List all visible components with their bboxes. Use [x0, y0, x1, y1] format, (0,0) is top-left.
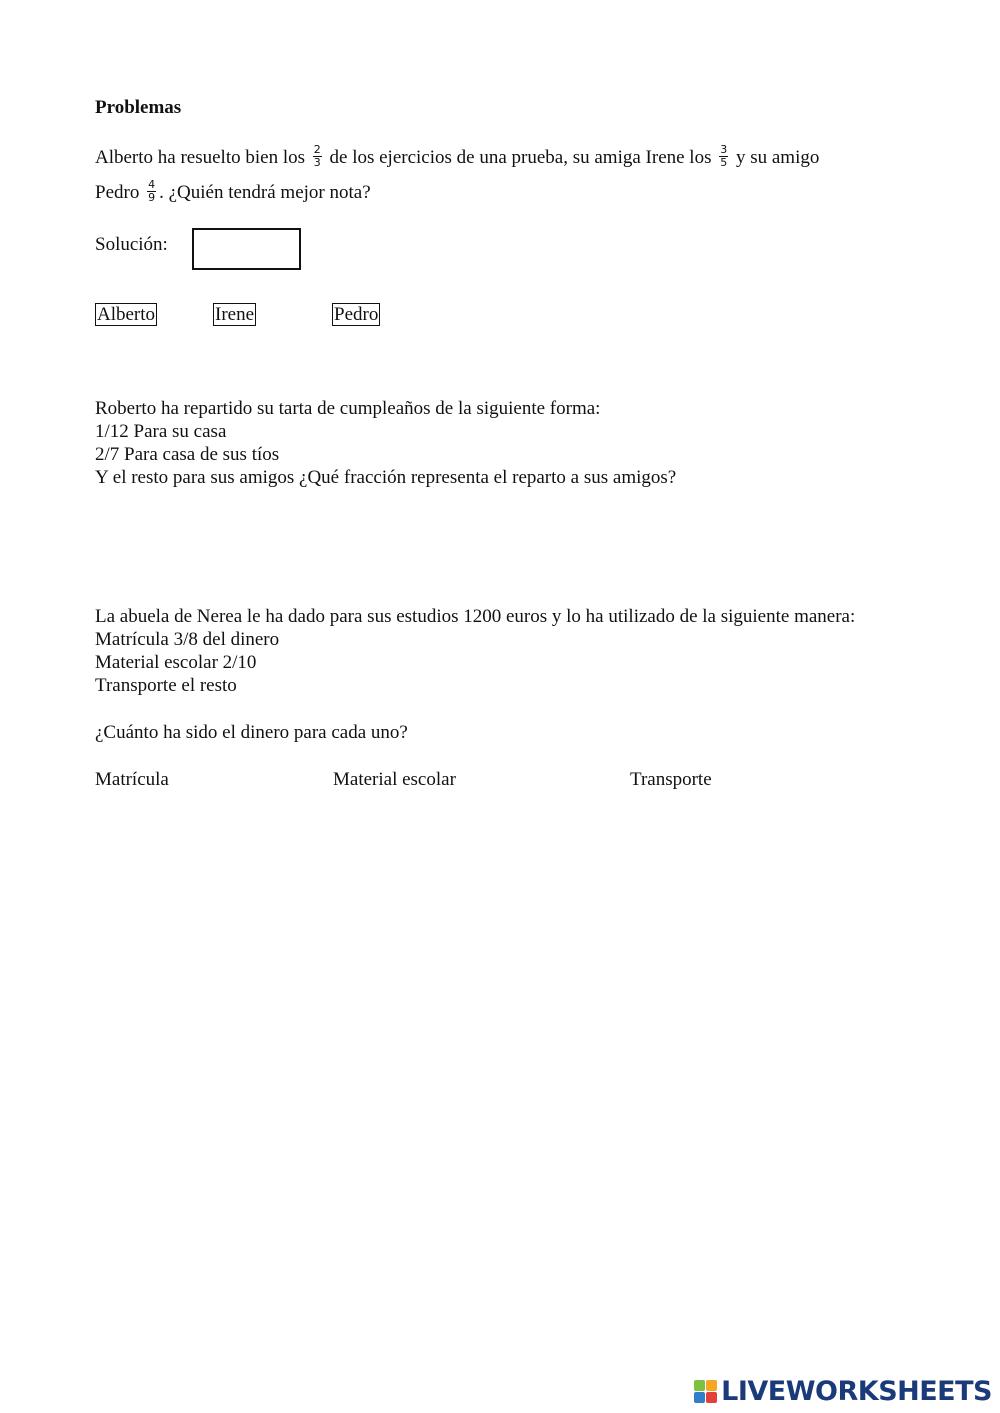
- logo-square: [694, 1380, 705, 1391]
- problem3-line: Material escolar 2/10: [95, 652, 257, 673]
- logo-square: [706, 1392, 717, 1403]
- logo-text: LIVEWORKSHEETS: [721, 1376, 992, 1407]
- problem3-line: Matrícula 3/8 del dinero: [95, 629, 280, 650]
- fraction-denominator: 9: [148, 191, 156, 205]
- problem2-line: 2/7 Para casa de sus tíos: [95, 444, 280, 465]
- answer-label-material-escolar: Material escolar: [333, 769, 456, 790]
- fraction-denominator: 3: [313, 156, 321, 170]
- problem3-line: Transporte el resto: [95, 675, 237, 696]
- logo-square: [694, 1392, 705, 1403]
- problem1-text-a: Alberto ha resuelto bien los: [95, 147, 306, 168]
- solution-label: Solución:: [95, 234, 168, 255]
- problem3-question: ¿Cuánto ha sido el dinero para cada uno?: [95, 722, 408, 743]
- liveworksheets-logo: [694, 1376, 992, 1407]
- fraction-denominator: 5: [720, 156, 728, 170]
- fraction-numerator: 3: [720, 143, 728, 157]
- fraction-3-5: [719, 144, 728, 169]
- problem1-line1: [95, 143, 820, 171]
- answer-label-transporte: Transporte: [630, 769, 712, 790]
- option-alberto[interactable]: Alberto: [97, 304, 156, 325]
- problem1-text-b: de los ejercicios de una prueba, su amiga Irene los: [329, 147, 712, 168]
- fraction-2-3: [313, 144, 322, 169]
- problem1-text-c: y su amigo: [735, 147, 820, 168]
- problem2-line: Roberto ha repartido su tarta de cumpleaños de la siguiente forma:: [95, 398, 601, 419]
- logo-icon: [694, 1380, 717, 1403]
- solution-answer-box[interactable]: [192, 228, 301, 270]
- problem2-line: 1/12 Para su casa: [95, 421, 227, 442]
- problem1-line2: [95, 178, 371, 206]
- problem1-question: . ¿Quién tendrá mejor nota?: [159, 182, 371, 203]
- fraction-numerator: 2: [313, 143, 321, 157]
- option-irene[interactable]: Irene: [215, 304, 255, 325]
- problem2-question: Y el resto para sus amigos ¿Qué fracción representa el reparto a sus amigos?: [95, 467, 677, 488]
- fraction-4-9: [147, 179, 156, 204]
- problem1-text-d: Pedro: [95, 182, 140, 203]
- fraction-numerator: 4: [148, 178, 156, 192]
- section-title: Problemas: [95, 97, 182, 118]
- answer-label-matricula: Matrícula: [95, 769, 169, 790]
- problem3-line: La abuela de Nerea le ha dado para sus estudios 1200 euros y lo ha utilizado de la siguiente manera:: [95, 606, 856, 627]
- logo-square: [706, 1380, 717, 1391]
- option-pedro[interactable]: Pedro: [334, 304, 379, 325]
